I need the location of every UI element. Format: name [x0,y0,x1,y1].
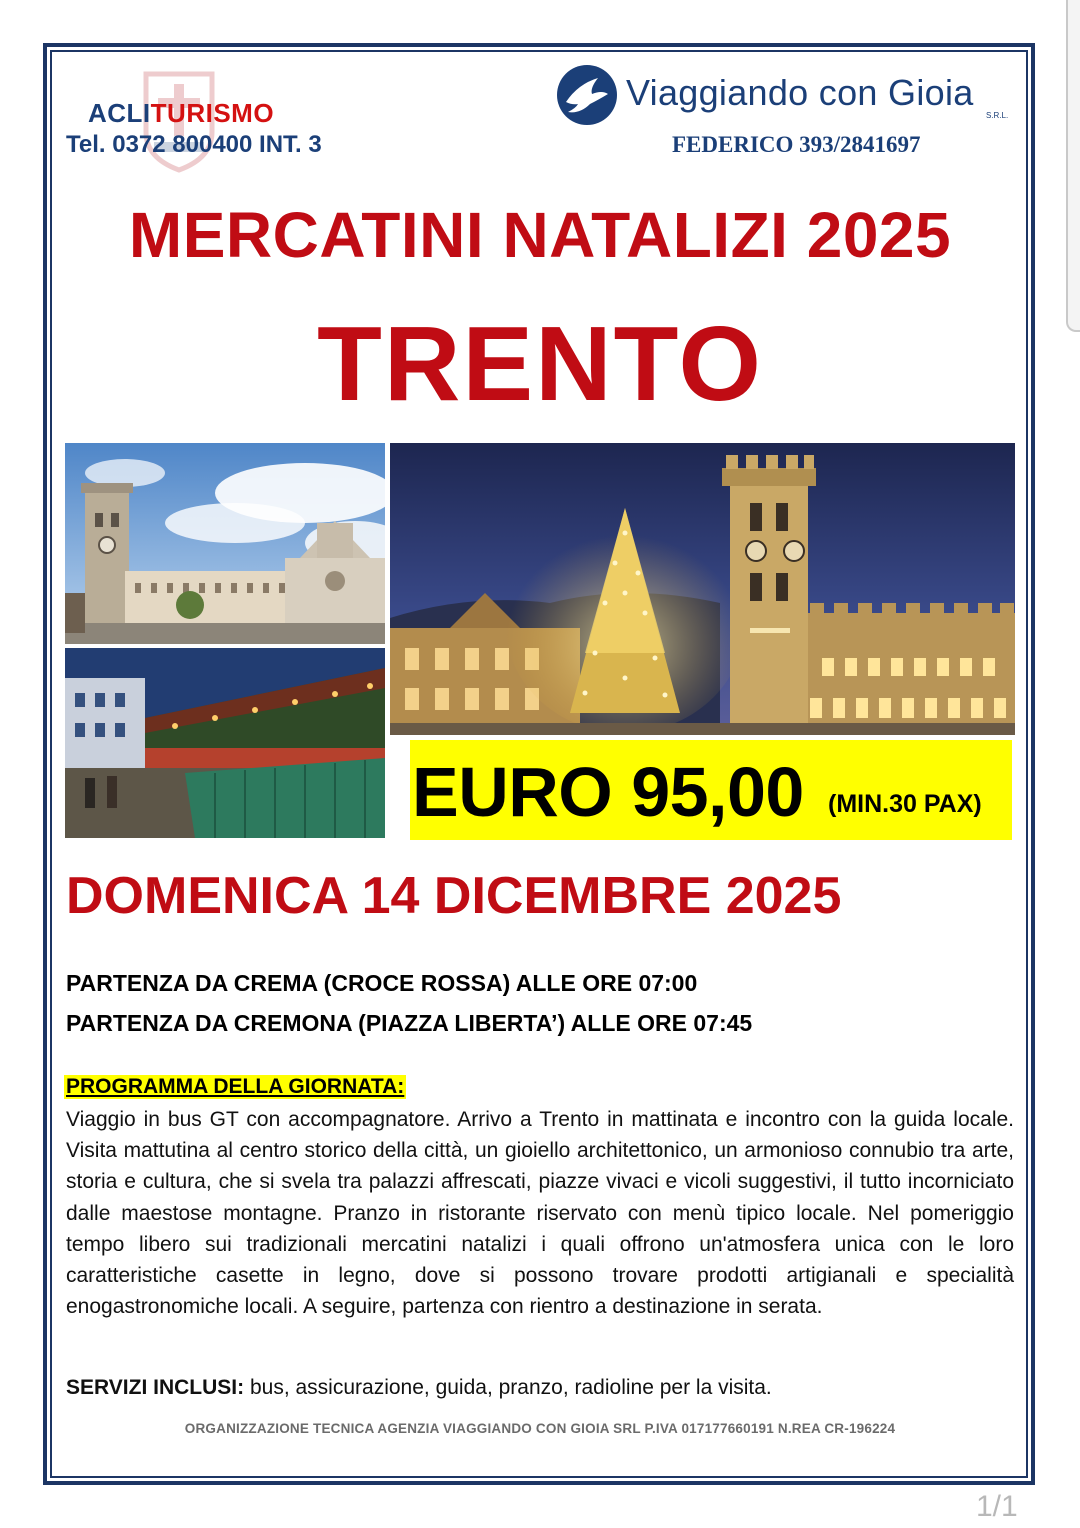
dove-circle-icon [556,64,618,126]
agency-contact: FEDERICO 393/2841697 [672,132,921,157]
departure-cremona: PARTENZA DA CREMONA (PIAZZA LIBERTA’) ALLE ORE 07:45 [66,1010,753,1036]
services-label: SERVIZI INCLUSI: [66,1376,245,1399]
acli-phone: Tel. 0372 800400 INT. 3 [66,131,322,158]
price-min-pax: (MIN.30 PAX) [828,790,982,818]
agency-suffix: S.R.L. [986,111,1009,120]
agency-name: Viaggiando con Gioia [626,72,974,113]
event-date: DOMENICA 14 DICEMBRE 2025 [66,867,842,925]
photo-christmas-tree-tower [390,443,1015,735]
price-amount: EURO 95,00 [412,753,804,831]
page-indicator: 1/1 [976,1490,1018,1523]
acli-turismo-brand [88,98,274,129]
city-title: TRENTO [317,305,763,423]
services-text: bus, assicurazione, guida, pranzo, radioline per la visita. [244,1376,772,1399]
photo-market-stalls-night [65,648,385,838]
footer-organization: ORGANIZZAZIONE TECNICA AGENZIA VIAGGIANDO CON GIOIA SRL P.IVA 017177660191 N.REA CR-196224 [184,1421,896,1436]
services-included [66,1376,772,1400]
program-heading: PROGRAMMA DELLA GIORNATA: [66,1075,405,1098]
scrollbar-thumb[interactable] [1066,0,1080,332]
photo-piazza-duomo-day [65,443,385,644]
acli-brand-red: TURISMO [150,98,275,128]
program-description: Viaggio in bus GT con accompagnatore. Arrivo a Trento in mattinata e incontro con la guida locale. Visita mattutina al centro storico della città, un gioiello architettonico, un armonioso connubio tra arte, storia e cultura, che si svela tra palazzi affrescati, piazze vivaci e vicoli suggestivi, il tutto incorniciato dalle maestose montagne. Pranzo in ristorante riservato con menù tipico locale. Nel pomeriggio tempo libero sui tradizionali mercatini natalizi i quali offrono un'atmosfera unica con le loro caratteristiche casette in legno, dove si possono trovare prodotti artigianali e specialità enogastronomiche locali. A seguire, partenza con rientro a destinazione in serata. [66,1108,1014,1319]
event-title: MERCATINI NATALIZI 2025 [128,199,952,271]
acli-brand-blue: ACLI [88,98,151,128]
departure-crema: PARTENZA DA CREMA (CROCE ROSSA) ALLE ORE 07:00 [66,970,698,996]
price-highlight-box [410,740,1012,840]
